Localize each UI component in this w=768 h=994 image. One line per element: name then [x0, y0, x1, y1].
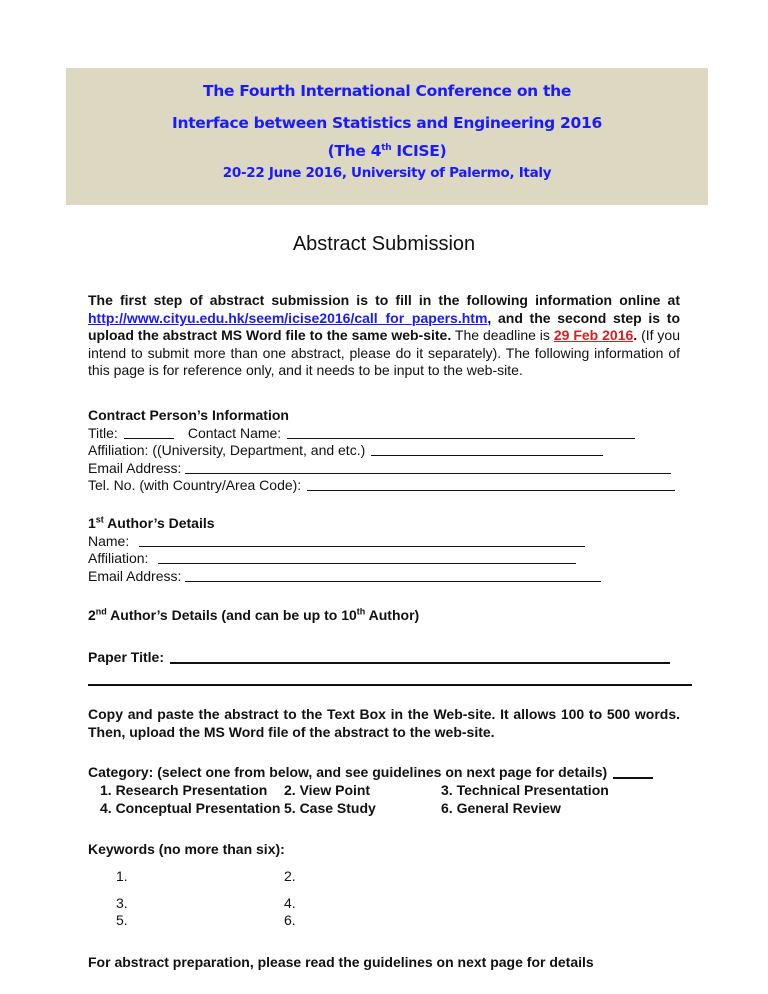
tel-field[interactable] — [307, 477, 675, 491]
title-field[interactable] — [124, 425, 174, 439]
paper-title-field[interactable] — [170, 649, 670, 664]
heading-text: 2 — [88, 607, 96, 623]
banner-line-2: Interface between Statistics and Engineering 2016 — [172, 114, 602, 132]
author2-heading — [88, 607, 680, 625]
copy-paste-instructions: Copy and paste the abstract to the Text Box in the Web-site. It allows 100 to 500 words. Then, upload the MS Word file of the abstract to the web-site. — [88, 706, 680, 740]
paper-title-section — [88, 649, 680, 690]
paper-title-field-line2[interactable] — [88, 671, 692, 686]
banner-line-4: 20-22 June 2016, University of Palermo, Italy — [222, 165, 552, 181]
category-option: 3. Technical Presentation — [441, 782, 609, 798]
conference-banner — [66, 68, 708, 205]
intro-text: (If you intend to submit more than one abstract, please do it separately). The following information of this page is for reference only, and it needs to be input to the web-site. — [88, 327, 680, 379]
superscript: nd — [95, 606, 107, 617]
email-field[interactable] — [185, 460, 671, 474]
submission-link[interactable]: http://www.cityu.edu.hk/seem/icise2016/call_for_papers.htm — [88, 309, 488, 326]
heading-text: Author’s Details (and can be up to 10 — [106, 607, 357, 623]
category-option: 4. Conceptual Presentation — [100, 800, 281, 816]
section-heading — [88, 515, 680, 533]
deadline: 29 Feb 2016 — [553, 327, 634, 344]
field-label: Tel. No. (with Country/Area Code): — [88, 477, 302, 494]
banner-line-1: The Fourth International Conference on the — [202, 82, 572, 100]
category-label-row — [88, 764, 680, 782]
category-option: 5. Case Study — [284, 800, 376, 816]
heading-text: 1 — [88, 515, 96, 531]
category-label: Category: (select one from below, and see guidelines on next page for details) — [88, 764, 608, 780]
intro-paragraph — [88, 292, 680, 380]
field-label: Email Address: — [88, 567, 182, 584]
banner-text: (The 4 — [327, 142, 382, 160]
keywords-label: Keywords (no more than six): — [88, 841, 285, 857]
affiliation-field[interactable] — [371, 442, 603, 456]
category-option: 6. General Review — [441, 800, 561, 816]
author1-email-field[interactable] — [185, 568, 601, 582]
intro-text: The first step of abstract submission is to fill in the following information online at — [88, 292, 680, 308]
superscript: th — [381, 142, 392, 153]
contact-section — [88, 407, 680, 495]
field-label: Email Address: — [88, 459, 182, 476]
superscript: th — [356, 606, 366, 617]
author1-section — [88, 515, 680, 585]
field-label: Name: — [88, 532, 130, 549]
keyword-slot[interactable]: 4. — [284, 895, 296, 911]
heading-text: Author) — [365, 607, 420, 623]
field-label: Affiliation: — [88, 550, 149, 567]
superscript: st — [95, 514, 104, 525]
field-label: Title: — [88, 424, 118, 441]
category-field[interactable] — [613, 764, 653, 779]
category-option: 1. Research Presentation — [100, 782, 268, 798]
intro-text: The deadline is — [451, 327, 554, 344]
keyword-slot[interactable]: 3. — [116, 895, 128, 911]
category-option: 2. View Point — [284, 782, 371, 798]
author1-affiliation-field[interactable] — [158, 550, 576, 564]
field-label: Affiliation: ((University, Department, and etc.) — [88, 442, 366, 459]
author1-name-field[interactable] — [139, 533, 585, 547]
footer-note: For abstract preparation, please read the guidelines on next page for details — [88, 954, 594, 970]
keyword-slot[interactable]: 6. — [284, 912, 296, 928]
banner-line-3 — [66, 142, 708, 160]
field-label: Paper Title: — [88, 649, 164, 665]
keyword-slot[interactable]: 1. — [116, 868, 128, 884]
contact-name-field[interactable] — [287, 425, 635, 439]
section-heading: Contract Person’s Information — [88, 407, 289, 423]
banner-text: ICISE) — [391, 142, 447, 160]
keyword-slot[interactable]: 5. — [116, 912, 128, 928]
intro-text: , and the second step is to upload the abstract MS Word file to the same web-site. — [88, 309, 680, 344]
heading-text: Author’s Details — [103, 515, 215, 531]
page-title: Abstract Submission — [292, 233, 476, 255]
keyword-slot[interactable]: 2. — [284, 868, 296, 884]
field-label: Contact Name: — [187, 424, 282, 441]
intro-text: . — [633, 327, 638, 344]
